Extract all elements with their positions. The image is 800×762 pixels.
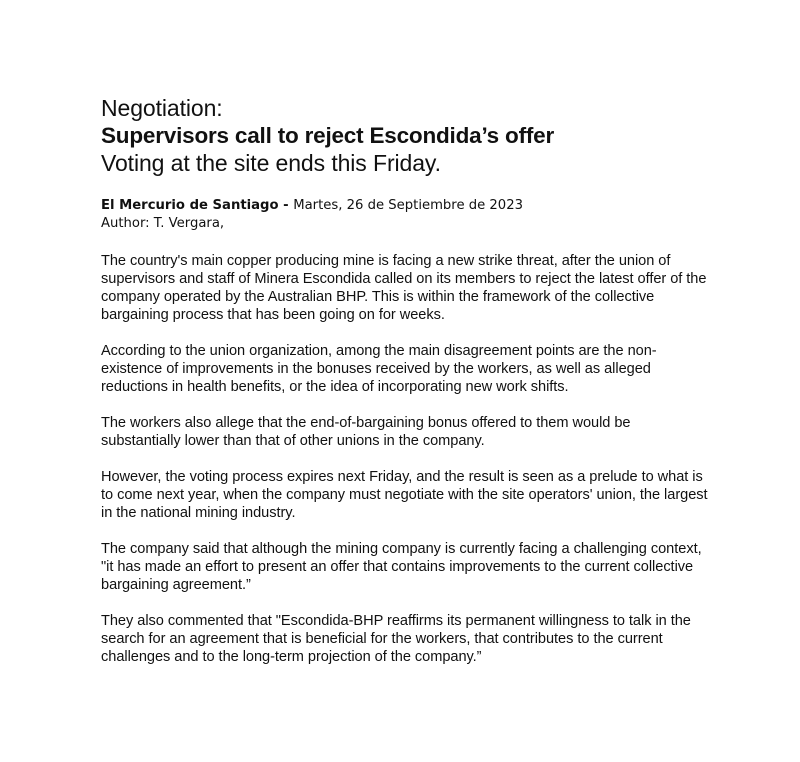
article	[101, 95, 711, 684]
body-paragraph: They also commented that "Escondida-BHP reaffirms its permanent willingness to talk in the search for an agreement that is beneficial for the workers, that contributes to the current challenges and to the long-term projection of the company.”	[101, 613, 691, 665]
byline-line	[101, 197, 711, 215]
article-meta	[101, 197, 711, 233]
article-body	[101, 252, 711, 666]
article-kicker: Negotiation:	[101, 95, 223, 121]
body-paragraph: The country's main copper producing mine is facing a new strike threat, after the union of supervisors and staff of Minera Escondida called on its members to reject the latest offer of the company operated by the Australian BHP. This is within the framework of the collective bargaining process that has been going on for weeks.	[101, 253, 707, 323]
source-separator: -	[278, 198, 294, 213]
body-paragraph: The workers also allege that the end-of-bargaining bonus offered to them would be substantially lower than that of other unions in the company.	[101, 415, 631, 449]
body-paragraph: However, the voting process expires next Friday, and the result is seen as a prelude to what is to come next year, when the company must negotiate with the site operators' union, the largest in the national mining industry.	[101, 469, 708, 521]
article-headline: Supervisors call to reject Escondida’s offer	[101, 123, 555, 148]
body-paragraph: The company said that although the mining company is currently facing a challenging context, "it has made an effort to present an offer that contains improvements to the current collective bargaining agreement.”	[101, 541, 702, 593]
source-name: El Mercurio de Santiago	[101, 198, 279, 213]
author-line: Author: T. Vergara,	[101, 216, 225, 231]
article-subhead: Voting at the site ends this Friday.	[101, 150, 441, 176]
body-paragraph: According to the union organization, among the main disagreement points are the non-existence of improvements in the bonuses received by the workers, as well as alleged reductions in health benefits, or the idea of incorporating new work shifts.	[101, 343, 657, 395]
publish-date: Martes, 26 de Septiembre de 2023	[293, 198, 523, 213]
